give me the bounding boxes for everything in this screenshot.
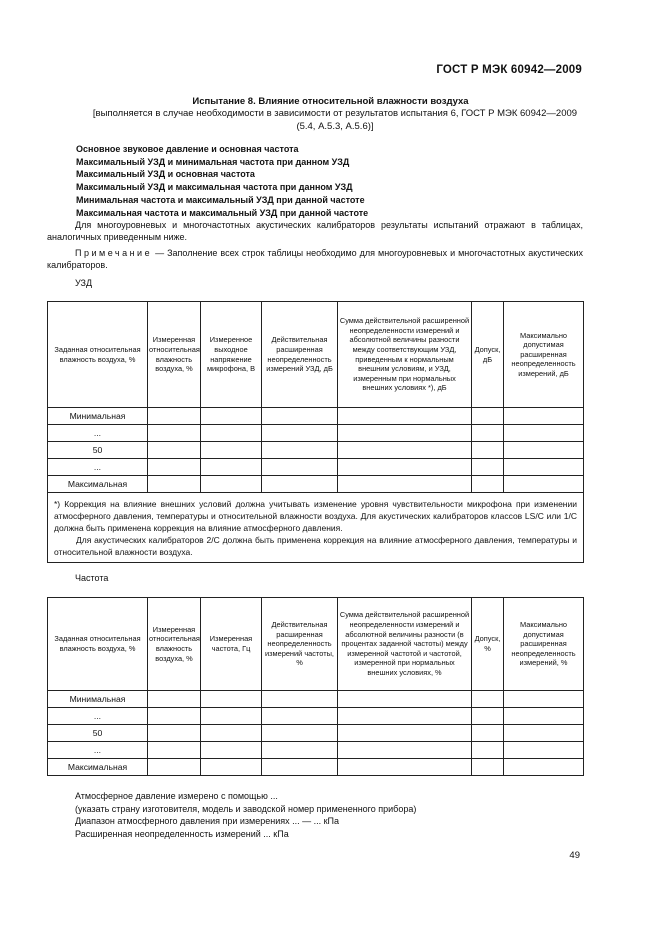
footnote-text: Для акустических калибраторов 2/C должна быть применена коррекция на влияние атмосферного давления, температуры и относительной влажности воздуха. — [54, 535, 577, 557]
table-header-row — [48, 302, 584, 408]
table-cell[interactable] — [504, 476, 584, 493]
table-cell[interactable] — [504, 708, 584, 725]
row-label: ... — [48, 459, 148, 476]
table-cell[interactable] — [338, 708, 472, 725]
table-cell[interactable] — [148, 442, 201, 459]
note-label: Примечание — [75, 248, 153, 258]
table-row — [48, 759, 584, 776]
table-footnote — [48, 493, 584, 563]
table-header-row — [48, 598, 584, 691]
table-row — [48, 442, 584, 459]
table-cell[interactable] — [472, 691, 504, 708]
table-cell[interactable] — [338, 476, 472, 493]
table-row — [48, 408, 584, 425]
table-cell[interactable] — [262, 408, 338, 425]
table-cell[interactable] — [201, 459, 262, 476]
table-cell[interactable] — [504, 425, 584, 442]
row-label: Максимальная — [48, 759, 148, 776]
table-cell[interactable] — [201, 725, 262, 742]
table-cell[interactable] — [148, 408, 201, 425]
measurement-line: (указать страну изготовителя, модель и заводской номер примененного прибора) — [75, 803, 417, 814]
table-cell[interactable] — [472, 408, 504, 425]
table-cell[interactable] — [148, 476, 201, 493]
column-header: Действительная расширенная неопределенность измерений УЗД, дБ — [262, 302, 338, 408]
condition-item: Максимальная частота и максимальный УЗД при данной частоте — [76, 207, 369, 218]
column-header: Максимально допустимая расширенная неопределенность измерений, дБ — [504, 302, 584, 408]
table-cell[interactable] — [148, 425, 201, 442]
table-cell[interactable] — [201, 691, 262, 708]
note-text: — Заполнение всех строк таблицы необходимо для многоуровневых и многочастотных акустических калибраторов. — [47, 248, 583, 270]
table-cell[interactable] — [338, 408, 472, 425]
table-cell[interactable] — [504, 459, 584, 476]
table-cell[interactable] — [262, 725, 338, 742]
table-cell[interactable] — [338, 442, 472, 459]
row-label: ... — [48, 742, 148, 759]
table-cell[interactable] — [262, 759, 338, 776]
column-header: Заданная относительная влажность воздуха, % — [48, 598, 148, 691]
column-header: Сумма действительной расширенной неопределенности измерений и абсолютной величины разности (в процентах заданной частоты) между измеренной частотой и частотой, измеренной при нормальных внешних условиях, % — [338, 598, 472, 691]
table-cell[interactable] — [201, 476, 262, 493]
test-note-line: [выполняется в случае необходимости в зависимости от результатов испытания 6, ГОСТ Р МЭК 60942—2009 — [92, 108, 578, 119]
table-cell[interactable] — [338, 691, 472, 708]
measurement-line: Атмосферное давление измерено с помощью ... — [75, 791, 278, 801]
column-header: Допуск, % — [472, 598, 504, 691]
table-cell[interactable] — [148, 691, 201, 708]
table-cell[interactable] — [504, 442, 584, 459]
column-header: Измеренная относительная влажность воздуха, % — [148, 302, 201, 408]
measurement-line: Расширенная неопределенность измерений ... кПа — [75, 829, 289, 840]
table-cell[interactable] — [148, 708, 201, 725]
table-cell[interactable] — [472, 708, 504, 725]
column-header: Заданная относительная влажность воздуха, % — [48, 302, 148, 408]
table-cell[interactable] — [472, 459, 504, 476]
table-row — [48, 708, 584, 725]
table-cell[interactable] — [472, 725, 504, 742]
footnote-text: *) Коррекция на влияние внешних условий должна учитывать изменение уровня чувствительности микрофона при изменении атмосферного давления, температуры и относительной влажности воздуха. Для акустических калибраторов классов LS/C или 1/C должна быть применена коррекция на влияние атмосферного давления. — [54, 499, 577, 533]
condition-item: Максимальный УЗД и основная частота — [76, 169, 255, 180]
conditions-list — [76, 143, 368, 219]
table-cell[interactable] — [504, 408, 584, 425]
column-header: Сумма действительной расширенной неопределенности измерений и абсолютной величины разности между соответствующим УЗД, приведенным к нормальным внешним условиям, и УЗД, измеренным при нормальных внешних условиях *), дБ — [338, 302, 472, 408]
test-condition-note — [70, 107, 600, 133]
table-row — [48, 476, 584, 493]
table-cell[interactable] — [148, 742, 201, 759]
table-cell[interactable] — [504, 759, 584, 776]
table-cell[interactable] — [201, 708, 262, 725]
table1-label: УЗД — [75, 278, 93, 288]
row-label: Максимальная — [48, 476, 148, 493]
row-label: ... — [48, 708, 148, 725]
table-cell[interactable] — [262, 442, 338, 459]
table-cell[interactable] — [262, 459, 338, 476]
table-cell[interactable] — [262, 708, 338, 725]
pressure-measurement-notes — [75, 790, 416, 841]
condition-item: Максимальный УЗД и максимальная частота при данном УЗД — [76, 182, 353, 193]
condition-item: Максимальный УЗД и минимальная частота при данном УЗД — [76, 156, 350, 167]
test-title: Испытание 8. Влияние относительной влажности воздуха — [192, 96, 469, 107]
table-row — [48, 691, 584, 708]
table-cell[interactable] — [338, 459, 472, 476]
column-header: Максимально допустимая расширенная неопределенность измерений, % — [504, 598, 584, 691]
table-cell[interactable] — [338, 742, 472, 759]
table-cell[interactable] — [338, 725, 472, 742]
table-cell[interactable] — [262, 691, 338, 708]
test-note-line: (5.4, А.5.3, А.5.6)] — [296, 121, 374, 132]
table-row — [48, 725, 584, 742]
row-label: ... — [48, 425, 148, 442]
note-paragraph — [47, 247, 583, 271]
column-header: Измеренное выходное напряжение микрофона, В — [201, 302, 262, 408]
table-cell[interactable] — [338, 425, 472, 442]
table-cell[interactable] — [262, 476, 338, 493]
table-cell[interactable] — [201, 408, 262, 425]
table-cell[interactable] — [201, 759, 262, 776]
measurement-line: Диапазон атмосферного давления при измерениях ... — ... кПа — [75, 816, 340, 827]
table2-label: Частота — [75, 573, 109, 583]
column-header: Измеренная относительная влажность воздуха, % — [148, 598, 201, 691]
row-label: Минимальная — [48, 691, 148, 708]
table-cell[interactable] — [472, 425, 504, 442]
table-cell[interactable] — [504, 691, 584, 708]
condition-item: Основное звуковое давление и основная частота — [76, 144, 299, 154]
column-header: Действительная расширенная неопределенность измерений частоты, % — [262, 598, 338, 691]
table-row — [48, 425, 584, 442]
row-label: 50 — [48, 725, 148, 742]
table-cell[interactable] — [472, 742, 504, 759]
table-cell[interactable] — [148, 725, 201, 742]
table-cell[interactable] — [504, 742, 584, 759]
results-paragraph: Для многоуровневых и многочастотных акустических калибраторов результаты испытаний отражают в таблицах, аналогичных приведенным ниже. — [47, 220, 583, 242]
table-cell[interactable] — [338, 759, 472, 776]
row-label: Минимальная — [48, 408, 148, 425]
column-header: Допуск, дБ — [472, 302, 504, 408]
table-cell[interactable] — [472, 476, 504, 493]
page-number: 49 — [569, 850, 580, 861]
table-cell[interactable] — [201, 742, 262, 759]
table-cell[interactable] — [201, 442, 262, 459]
spl-table — [47, 301, 584, 563]
standard-header: ГОСТ Р МЭК 60942—2009 — [436, 64, 582, 76]
table-cell[interactable] — [504, 725, 584, 742]
table-cell[interactable] — [262, 425, 338, 442]
row-label: 50 — [48, 442, 148, 459]
table-cell[interactable] — [472, 759, 504, 776]
table-row — [48, 742, 584, 759]
table-cell[interactable] — [148, 759, 201, 776]
table-footnote-row — [48, 493, 584, 563]
condition-item: Минимальная частота и максимальный УЗД при данной частоте — [76, 194, 365, 205]
column-header: Измеренная частота, Гц — [201, 598, 262, 691]
table-cell[interactable] — [472, 442, 504, 459]
frequency-table — [47, 597, 584, 776]
table-cell[interactable] — [262, 742, 338, 759]
table-cell[interactable] — [201, 425, 262, 442]
table-cell[interactable] — [148, 459, 201, 476]
table-row — [48, 459, 584, 476]
